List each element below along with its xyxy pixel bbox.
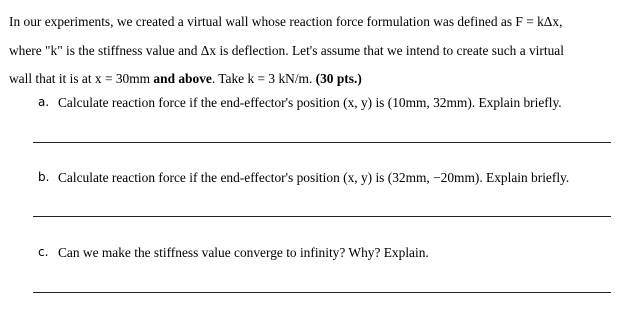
- question-b-text: Calculate reaction force if the end-effector's position (x, y) is (32mm, −20mm). Explain briefly.: [58, 170, 570, 185]
- question-c-text: Can we make the stiffness value converge to infinity? Why? Explain.: [58, 245, 429, 260]
- question-c-label: c.: [38, 245, 49, 259]
- points-label: (30 pts.): [315, 71, 362, 86]
- intro-line-1: In our experiments, we created a virtual wall whose reaction force formulation was defined as F = kΔx,: [9, 14, 563, 29]
- intro-line-2: where "k" is the stiffness value and Δx is deflection. Let's assume that we intend to create such a virtual: [9, 43, 564, 58]
- question-a-text: Calculate reaction force if the end-effector's position (x, y) is (10mm, 32mm). Explain briefly.: [58, 95, 562, 110]
- intro-line-3-mid: . Take k = 3 kN/m.: [211, 71, 316, 86]
- intro-emphasis: and above: [153, 71, 212, 86]
- intro-line-3: [9, 71, 362, 87]
- answer-line-b[interactable]: [33, 216, 611, 217]
- question-a-label: a.: [38, 95, 50, 109]
- intro-line-3-start: wall that it is at x = 30mm: [9, 71, 154, 86]
- question-b-label: b.: [38, 170, 50, 184]
- answer-line-c[interactable]: [33, 292, 611, 293]
- answer-line-a[interactable]: [33, 142, 611, 143]
